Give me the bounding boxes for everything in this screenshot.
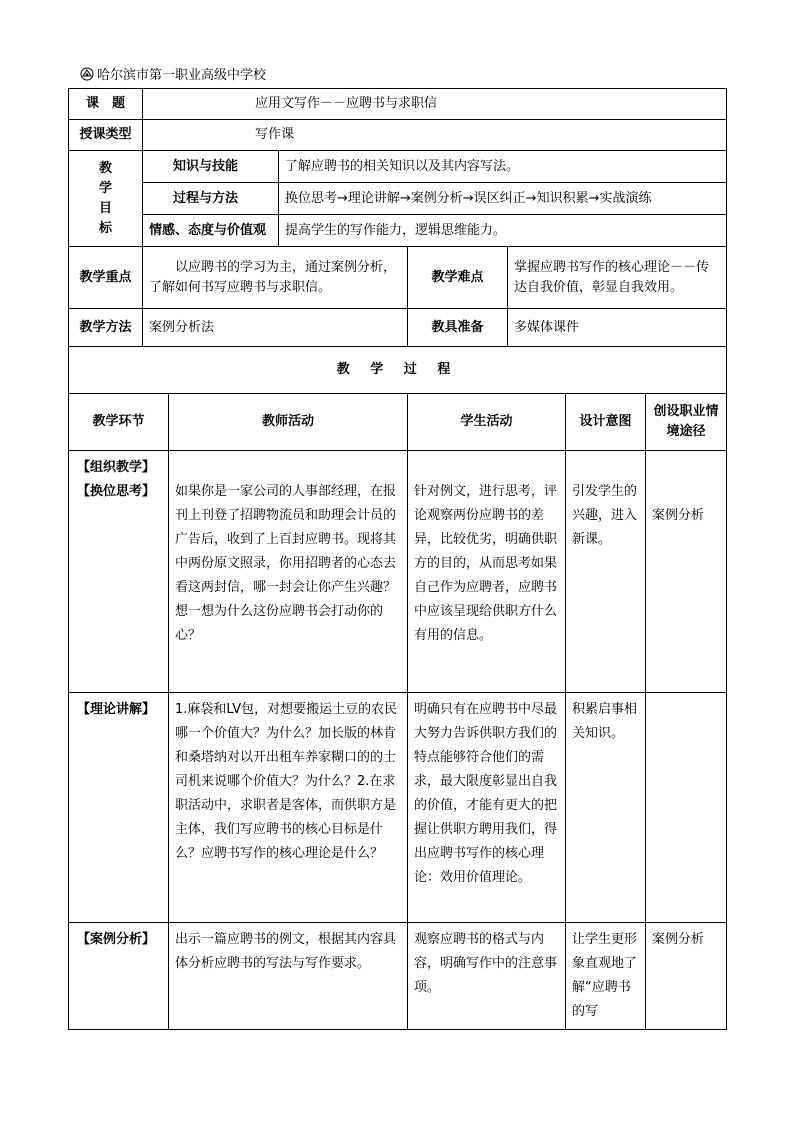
process-title: 教 学 过 程 (69, 347, 727, 394)
stage-label: 【案例分析】 (77, 932, 156, 947)
student-activity: 针对例文，进行思考，评论观察两份应聘书的差异，比较优劣，明确供职方的目的，从而思考如果自己作为应聘者，应聘书中应该呈现给供职方什么有用的信息。 (408, 451, 566, 693)
method-label: 教学方法 (69, 309, 143, 347)
teacher-activity: 1.麻袋和LV包，对想要搬运土豆的农民哪一个价值大？为什么？加长版的林肯和桑塔纳对以开出租车养家糊口的的士司机来说哪个价值大？为什么？2.在求职活动中，求职者是客体，而供职方是主体，我们写应聘书的核心目标是什么？应聘书写作的核心理论是什么？ (169, 693, 408, 923)
type-value: 写作课 (143, 120, 727, 151)
stage-label: 【理论讲解】 (77, 702, 156, 717)
topic-value: 应用文写作－－应聘书与求职信 (143, 89, 727, 120)
stage-cell (69, 451, 169, 693)
school-logo-icon (80, 67, 94, 81)
col-stage: 教学环节 (69, 394, 169, 451)
design-intent: 引发学生的兴趣，进入新课。 (566, 451, 646, 693)
difficulty-value: 掌握应聘书写作的核心理论－－传达自我价值，彰显自我效用。 (508, 247, 727, 309)
context-approach: 案例分析 (646, 451, 727, 693)
context-approach (646, 693, 727, 923)
design-intent: 积累启事相关知识。 (566, 693, 646, 923)
student-activity: 观察应聘书的格式与内容，明确写作中的注意事项。 (408, 923, 566, 1030)
stage-cell (69, 923, 169, 1030)
col-student: 学生活动 (408, 394, 566, 451)
goal-attitude-value: 提高学生的写作能力，逻辑思维能力。 (279, 215, 727, 247)
design-intent: 让学生更形象直观地了解“应聘书的写 (566, 923, 646, 1030)
lesson-plan-table (68, 88, 727, 1030)
stage-label: 【组织教学】 (77, 460, 156, 475)
teacher-activity: 出示一篇应聘书的例文，根据其内容具体分析应聘书的写法与写作要求。 (169, 923, 408, 1030)
type-label: 授课类型 (69, 120, 143, 151)
teacher-activity: 如果你是一家公司的人事部经理，在报刊上刊登了招聘物流员和助理会计员的广告后，收到了上百封应聘书。现将其中两份原文照录，你用招聘者的心态去看这两封信，哪一封会让你产生兴趣？想一想为什么这份应聘书会打动你的心？ (169, 451, 408, 693)
tools-value: 多媒体课件 (508, 309, 727, 347)
stage-label: 【换位思考】 (77, 484, 156, 499)
goal-process-label: 过程与方法 (143, 183, 279, 215)
goal-process-value: 换位思考→理论讲解→案例分析→误区纠正→知识积累→实战演练 (279, 183, 727, 215)
school-name: 哈尔滨市第一职业高级中学校 (97, 68, 267, 83)
method-value: 案例分析法 (143, 309, 408, 347)
context-approach: 案例分析 (646, 923, 727, 1030)
difficulty-label: 教学难点 (408, 247, 508, 309)
goal-knowledge-label: 知识与技能 (143, 151, 279, 183)
focus-value: 以应聘书的学习为主，通过案例分析，了解如何书写应聘书与求职信。 (143, 247, 408, 309)
goal-label: 教 学 目 标 (69, 151, 143, 247)
focus-label: 教学重点 (69, 247, 143, 309)
tools-label: 教具准备 (408, 309, 508, 347)
goal-attitude-label: 情感、态度与价值观 (143, 215, 279, 247)
col-context: 创设职业情境途径 (646, 394, 727, 451)
student-activity: 明确只有在应聘书中尽最大努力告诉供职方我们的特点能够符合他们的需求，最大限度彰显出自我的价值，才能有更大的把握让供职方聘用我们，得出应聘书写作的核心理论：效用价值理论。 (408, 693, 566, 923)
col-teacher: 教师活动 (169, 394, 408, 451)
topic-label: 课 题 (69, 89, 143, 120)
page-header (80, 64, 266, 83)
stage-cell (69, 693, 169, 923)
col-intent: 设计意图 (566, 394, 646, 451)
goal-knowledge-value: 了解应聘书的相关知识以及其内容写法。 (279, 151, 727, 183)
